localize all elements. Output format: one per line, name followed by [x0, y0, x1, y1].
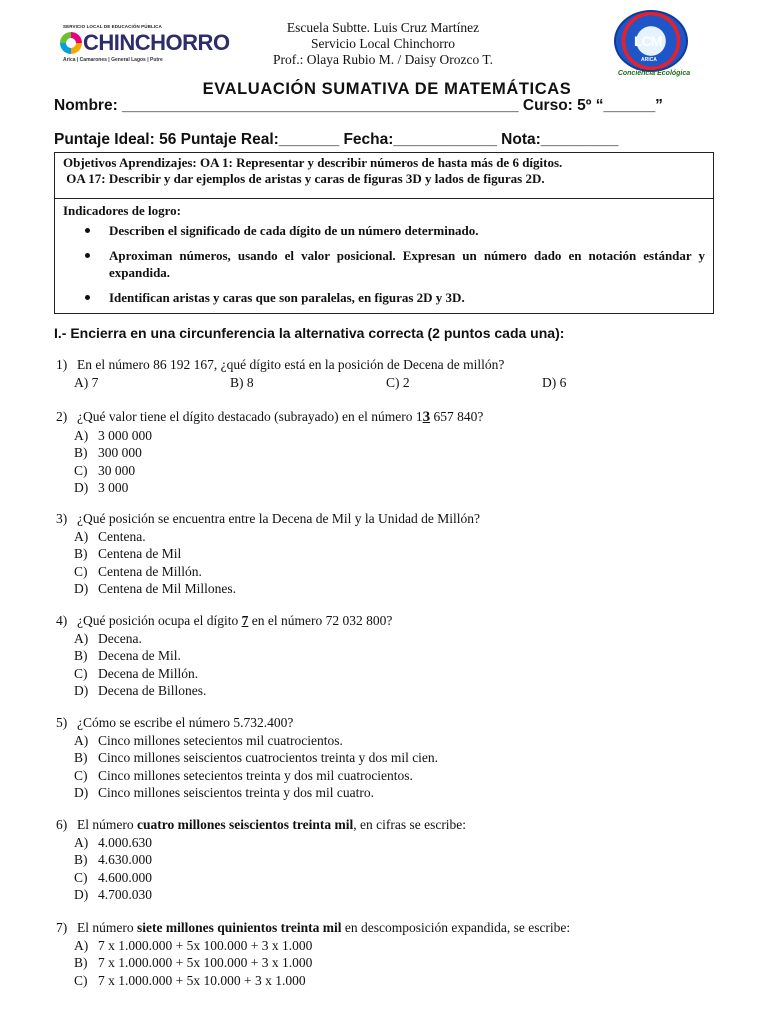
- option-c[interactable]: [74, 563, 716, 581]
- option-text: Decena de Mil.: [98, 648, 181, 663]
- option-c[interactable]: [74, 767, 716, 785]
- option-a[interactable]: [74, 937, 716, 955]
- question-stem-bold: siete millones quinientos treinta mil: [137, 920, 342, 935]
- option-text: Decena de Billones.: [98, 683, 207, 698]
- logo-word: CHINCHORRO: [83, 30, 230, 55]
- option-text: 4.700.030: [98, 887, 152, 902]
- option-c[interactable]: C) 2: [386, 374, 410, 390]
- option-a[interactable]: [74, 528, 716, 546]
- option-letter: D): [74, 785, 89, 800]
- question-1: [56, 356, 716, 391]
- question-stem-bold: cuatro millones seiscientos treinta mil: [137, 817, 354, 832]
- option-b[interactable]: B) 8: [230, 374, 254, 390]
- option-text: 300 000: [98, 445, 142, 460]
- option-a[interactable]: A) 7: [74, 374, 99, 390]
- indicators-title: Indicadores de logro:: [63, 203, 181, 218]
- question-5: [56, 714, 716, 802]
- section-title: I.- Encierra en una circunferencia la alternativa correcta (2 puntos cada una):: [54, 325, 565, 341]
- question-number: 2): [56, 409, 68, 424]
- question-stem-pre: ¿Qué posición ocupa el dígito: [77, 613, 242, 628]
- option-text: Decena de Millón.: [98, 665, 199, 681]
- objective-oa1: Objetivos Aprendizajes: OA 1: Representar y describir números de hasta más de 6 dígitos.: [63, 155, 563, 170]
- option-letter: B): [74, 955, 88, 970]
- highlighted-digit: 3: [422, 409, 431, 425]
- question-stem: ¿Qué posición se encuentra entre la Decena de Mil y la Unidad de Millón?: [77, 511, 480, 526]
- option-b[interactable]: [74, 954, 716, 972]
- seal-city: ARICA: [641, 57, 657, 63]
- option-d[interactable]: [74, 886, 716, 904]
- question-number: 6): [56, 817, 68, 832]
- name-course-field[interactable]: Nombre: ______________________________________________ Curso: 5º “______”: [54, 97, 663, 114]
- school-name: Escuela Subtte. Luis Cruz Martínez: [286, 20, 480, 35]
- question-number: 3): [56, 511, 68, 526]
- option-letter: B): [74, 546, 88, 561]
- option-c[interactable]: [74, 972, 716, 990]
- option-text: 30 000: [98, 462, 136, 478]
- option-letter: C): [74, 462, 88, 478]
- option-text: 4.600.000: [98, 869, 152, 885]
- question-stem-pre: El número: [77, 817, 137, 832]
- logo-brand: [60, 30, 230, 56]
- option-text: 7 x 1.000.000 + 5x 100.000 + 3 x 1.000: [98, 955, 313, 970]
- option-letter: C): [74, 767, 88, 783]
- option-letter: A): [74, 427, 89, 443]
- logo-ring-icon: [60, 32, 82, 54]
- logo-small-text: SERVICIO LOCAL DE EDUCACIÓN PÚBLICA: [63, 24, 162, 29]
- question-number: 1): [56, 357, 68, 372]
- seal-motto: Conciencia Ecológica: [617, 70, 691, 77]
- option-d[interactable]: [74, 682, 716, 700]
- option-b[interactable]: [74, 749, 716, 767]
- option-letter: D): [74, 480, 89, 495]
- page-title: EVALUACIÓN SUMATIVA DE MATEMÁTICAS: [202, 80, 572, 98]
- question-stem-post: en el número 72 032 800?: [248, 613, 393, 628]
- option-c[interactable]: [74, 869, 716, 887]
- score-date-grade-field[interactable]: Puntaje Ideal: 56 Puntaje Real:_______ Fecha:____________ Nota:_________: [54, 131, 619, 148]
- option-d[interactable]: D) 6: [542, 374, 567, 390]
- question-number: 7): [56, 920, 68, 935]
- option-letter: B): [74, 445, 88, 460]
- question-stem-pre: ¿Qué valor tiene el dígito destacado (subrayado) en el número 1: [77, 409, 423, 424]
- option-a[interactable]: [74, 630, 716, 648]
- option-b[interactable]: [74, 545, 716, 563]
- option-text: Centena.: [98, 528, 146, 544]
- option-text: 7 x 1.000.000 + 5x 100.000 + 3 x 1.000: [98, 937, 313, 953]
- option-d[interactable]: [74, 580, 716, 598]
- question-stem: ¿Cómo se escribe el número 5.732.400?: [77, 715, 294, 730]
- question-stem-pre: El número: [77, 920, 137, 935]
- option-letter: D): [74, 581, 89, 596]
- option-text: 4.000.630: [98, 834, 152, 850]
- question-stem-post: en descomposición expandida, se escribe:: [341, 920, 571, 935]
- option-b[interactable]: [74, 851, 716, 869]
- option-letter: A): [74, 732, 89, 748]
- school-teachers: Prof.: Olaya Rubio M. / Daisy Orozco T.: [273, 52, 493, 67]
- option-letter: A): [74, 528, 89, 544]
- question-4: [56, 612, 716, 700]
- question-stem-post: 657 840?: [430, 409, 484, 424]
- objective-oa17: OA 17: Describir y dar ejemplos de aristas y caras de figuras 3D y lados de figuras 2D.: [63, 171, 545, 186]
- option-text: 7 x 1.000.000 + 5x 10.000 + 3 x 1.000: [98, 972, 306, 988]
- option-text: Cinco millones setecientos treinta y dos mil cuatrocientos.: [98, 767, 413, 783]
- option-c[interactable]: [74, 665, 716, 683]
- option-letter: C): [74, 665, 88, 681]
- question-number: 4): [56, 613, 68, 628]
- objectives-box: [54, 152, 714, 199]
- option-letter: B): [74, 852, 88, 867]
- school-service: Servicio Local Chinchorro: [311, 36, 455, 51]
- option-text: Cinco millones setecientos mil cuatrocientos.: [98, 732, 343, 748]
- option-text: Cinco millones seiscientos treinta y dos mil cuatro.: [98, 785, 374, 800]
- option-letter: A): [74, 630, 89, 646]
- option-letter: B): [74, 750, 88, 765]
- option-letter: A): [74, 937, 89, 953]
- question-stem: En el número 86 192 167, ¿qué dígito está en la posición de Decena de millón?: [77, 357, 505, 372]
- option-letter: C): [74, 563, 88, 579]
- option-letter: A): [74, 834, 89, 850]
- option-text: Cinco millones seiscientos cuatrocientos treinta y dos mil cien.: [98, 750, 439, 765]
- option-a[interactable]: [74, 732, 716, 750]
- school-info: [268, 20, 498, 68]
- question-2: [56, 408, 716, 497]
- question-stem-post: , en cifras se escribe:: [353, 817, 467, 832]
- question-3: [56, 510, 716, 598]
- highlighted-digit: 7: [241, 613, 249, 628]
- indicator-item: Identifican aristas y caras que son paralelas, en figuras 2D y 3D.: [63, 289, 705, 306]
- option-a[interactable]: [74, 834, 716, 852]
- option-b[interactable]: [74, 444, 716, 462]
- option-text: 4.630.000: [98, 852, 152, 867]
- option-letter: D): [74, 887, 89, 902]
- option-b[interactable]: [74, 647, 716, 665]
- question-6: [56, 816, 716, 904]
- option-text: 3 000 000: [98, 427, 152, 443]
- question-7: [56, 919, 716, 989]
- option-letter: D): [74, 683, 89, 698]
- option-c[interactable]: [74, 462, 716, 480]
- question-number: 5): [56, 715, 68, 730]
- option-letter: C): [74, 869, 88, 885]
- seal-initials: LCM: [634, 33, 662, 49]
- option-d[interactable]: [74, 479, 716, 497]
- logo-subtitle: Arica | Camarones | General Lagos | Putre: [63, 57, 163, 63]
- indicator-item: Aproximan números, usando el valor posicional. Expresan un número dado en notación estándar y expandida.: [63, 247, 705, 281]
- option-d[interactable]: [74, 784, 716, 802]
- option-text: Centena de Millón.: [98, 563, 202, 579]
- chinchorro-logo: [60, 24, 235, 68]
- school-seal: [612, 10, 696, 78]
- option-letter: B): [74, 648, 88, 663]
- option-text: Decena.: [98, 630, 142, 646]
- option-letter: C): [74, 972, 88, 988]
- indicators-box: [54, 198, 714, 314]
- option-text: 3 000: [98, 480, 129, 495]
- indicator-item: Describen el significado de cada dígito de un número determinado.: [63, 222, 705, 239]
- option-a[interactable]: [74, 427, 716, 445]
- option-text: Centena de Mil Millones.: [98, 581, 236, 596]
- option-text: Centena de Mil: [98, 546, 182, 561]
